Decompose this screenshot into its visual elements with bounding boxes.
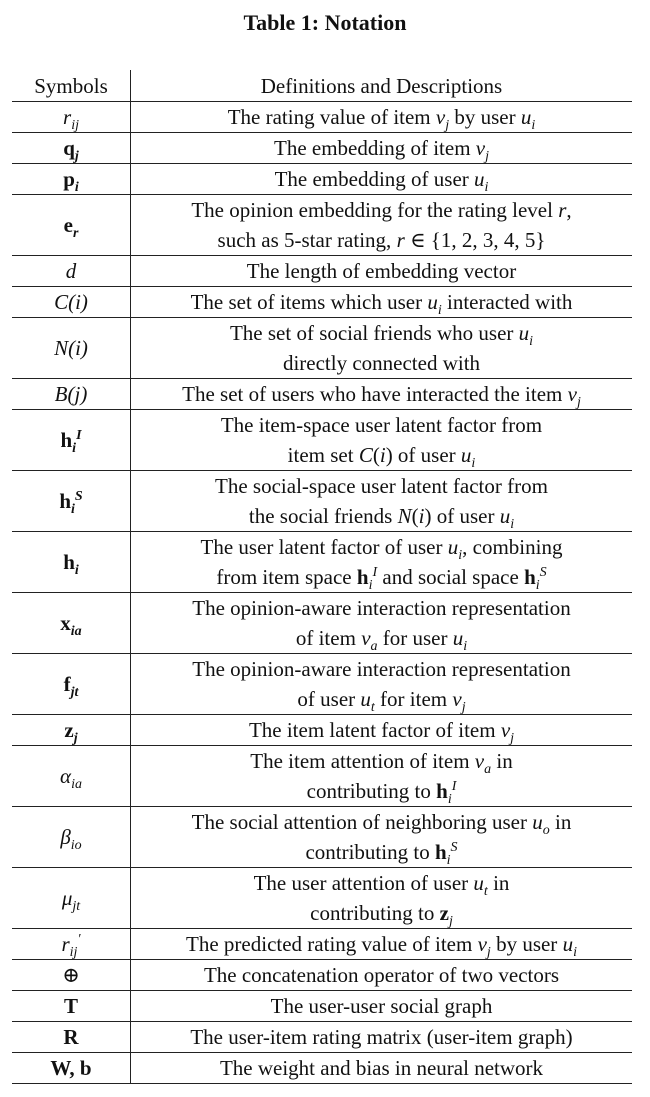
definition-cell bbox=[131, 133, 633, 164]
definition-line: The embedding of user $u_i$ bbox=[274, 167, 489, 196]
definition-cell bbox=[131, 287, 633, 318]
table-row bbox=[12, 929, 632, 960]
definition-line: item set C(i) of user $u_i$ bbox=[287, 443, 476, 472]
notation-symbol: $p_i$ bbox=[63, 167, 79, 196]
notation-symbol: N(i) bbox=[54, 336, 88, 360]
definition-cell bbox=[131, 471, 633, 532]
notation-symbol: R bbox=[63, 1025, 79, 1049]
definition-cell bbox=[131, 102, 633, 133]
definition-cell bbox=[131, 960, 633, 991]
table-body bbox=[12, 102, 632, 1084]
symbol-cell bbox=[12, 318, 131, 379]
definition-cell bbox=[131, 1053, 633, 1084]
symbol-cell bbox=[12, 195, 131, 256]
symbol-cell bbox=[12, 991, 131, 1022]
table-row bbox=[12, 287, 632, 318]
definition-line: contributing to $h_i^S$ bbox=[305, 840, 458, 869]
definition-line: The item latent factor of item $v_j$ bbox=[248, 718, 515, 747]
definition-line: The predicted rating value of item $v_j$ by user $u_i$ bbox=[186, 932, 577, 961]
symbol-cell bbox=[12, 746, 131, 807]
table-row bbox=[12, 960, 632, 991]
notation-symbol: $f_{jt}$ bbox=[63, 672, 79, 701]
notation-symbol: T bbox=[63, 994, 78, 1018]
definition-line: The social-space user latent factor from bbox=[215, 474, 548, 498]
symbol-cell bbox=[12, 164, 131, 195]
definition-cell bbox=[131, 532, 633, 593]
definition-cell bbox=[131, 746, 633, 807]
notation-symbol: $r_{ij}$ bbox=[63, 105, 79, 134]
definition-line: The item attention of item $v_a$ in bbox=[250, 749, 513, 778]
symbol-cell bbox=[12, 471, 131, 532]
symbol-cell bbox=[12, 1022, 131, 1053]
notation-symbol: $\mu_{jt}$ bbox=[61, 886, 81, 915]
definition-cell bbox=[131, 410, 633, 471]
table-row bbox=[12, 807, 632, 868]
definition-line: of item $v_a$ for user $u_i$ bbox=[295, 626, 468, 655]
symbol-cell bbox=[12, 379, 131, 410]
symbol-cell bbox=[12, 287, 131, 318]
table-row bbox=[12, 318, 632, 379]
definition-line: The set of social friends who user $u_i$ bbox=[229, 321, 534, 350]
header-symbols: Symbols bbox=[12, 70, 131, 102]
definition-cell bbox=[131, 868, 633, 929]
definition-line: directly connected with bbox=[282, 351, 481, 375]
symbol-cell bbox=[12, 1053, 131, 1084]
definition-line: The user attention of user $u_t$ in bbox=[253, 871, 510, 900]
notation-symbol: $q_j$ bbox=[63, 136, 79, 165]
notation-symbol: $e_r$ bbox=[63, 213, 79, 242]
definition-cell bbox=[131, 256, 633, 287]
definition-line: The user-item rating matrix (user-item graph) bbox=[190, 1025, 573, 1049]
definition-line: The rating value of item $v_j$ by user $u_i$ bbox=[227, 105, 536, 134]
definition-line: The social attention of neighboring user $u_o$ in bbox=[191, 810, 572, 839]
table-row bbox=[12, 654, 632, 715]
symbol-cell bbox=[12, 807, 131, 868]
table-row bbox=[12, 164, 632, 195]
definition-line: of user $u_t$ for item $v_j$ bbox=[297, 687, 466, 716]
table-row bbox=[12, 1053, 632, 1084]
definition-line: The user-user social graph bbox=[270, 994, 493, 1018]
definition-line: the social friends N(i) of user $u_i$ bbox=[248, 504, 515, 533]
table-row bbox=[12, 868, 632, 929]
notation-symbol: $h_i^S$ bbox=[59, 489, 83, 518]
notation-symbol: C(i) bbox=[54, 290, 88, 314]
table-header-row bbox=[12, 70, 632, 102]
definition-line: The weight and bias in neural network bbox=[219, 1056, 544, 1080]
definition-line: The embedding of item $v_j$ bbox=[274, 136, 489, 165]
definition-line: The length of embedding vector bbox=[246, 259, 517, 283]
notation-symbol: ⊕ bbox=[62, 963, 80, 987]
symbol-cell bbox=[12, 256, 131, 287]
symbol-cell bbox=[12, 410, 131, 471]
table-row bbox=[12, 133, 632, 164]
symbol-cell bbox=[12, 960, 131, 991]
symbol-cell bbox=[12, 593, 131, 654]
definition-cell bbox=[131, 379, 633, 410]
table-row bbox=[12, 379, 632, 410]
definition-cell bbox=[131, 715, 633, 746]
table-row bbox=[12, 1022, 632, 1053]
notation-symbol: $\beta_{io}$ bbox=[60, 825, 82, 854]
notation-symbol: B(j) bbox=[54, 382, 88, 406]
table-row bbox=[12, 410, 632, 471]
header-definitions: Definitions and Descriptions bbox=[260, 73, 503, 98]
definition-cell bbox=[131, 1022, 633, 1053]
notation-symbol: $x_{ia}$ bbox=[60, 611, 82, 640]
notation-symbol: $h_i$ bbox=[63, 550, 79, 579]
notation-symbol: $r_{ij}'$ bbox=[61, 932, 81, 961]
definition-cell bbox=[131, 807, 633, 868]
table-row bbox=[12, 532, 632, 593]
notation-symbol: W, b bbox=[50, 1056, 92, 1080]
definition-cell bbox=[131, 991, 633, 1022]
notation-symbol: $h_i^I$ bbox=[60, 428, 82, 457]
notation-symbol: $z_j$ bbox=[64, 718, 78, 747]
table-row bbox=[12, 102, 632, 133]
definition-line: The opinion-aware interaction representation bbox=[192, 657, 571, 681]
notation-table bbox=[12, 70, 632, 1084]
table-row bbox=[12, 195, 632, 256]
table-caption: Table 1: Notation bbox=[243, 10, 407, 35]
notation-symbol: d bbox=[65, 259, 77, 283]
definition-line: The opinion-aware interaction representation bbox=[192, 596, 571, 620]
definition-line: contributing to $h_i^I$ bbox=[306, 779, 457, 808]
symbol-cell bbox=[12, 133, 131, 164]
symbol-cell bbox=[12, 102, 131, 133]
symbol-cell bbox=[12, 868, 131, 929]
notation-symbol: $\alpha_{ia}$ bbox=[60, 764, 82, 793]
definition-cell bbox=[131, 195, 633, 256]
definition-line: from item space $h_i^I$ and social space $h_i^S$ bbox=[216, 565, 547, 594]
symbol-cell bbox=[12, 654, 131, 715]
definition-cell bbox=[131, 654, 633, 715]
definition-line: The user latent factor of user $u_i$, combining bbox=[200, 535, 563, 564]
table-row bbox=[12, 746, 632, 807]
definition-cell bbox=[131, 593, 633, 654]
table-row bbox=[12, 593, 632, 654]
definition-cell bbox=[131, 318, 633, 379]
symbol-cell bbox=[12, 929, 131, 960]
table-row bbox=[12, 715, 632, 746]
definition-line: The opinion embedding for the rating level r, bbox=[191, 198, 572, 222]
definition-line: The set of items which user $u_i$ interacted with bbox=[190, 290, 573, 319]
table-row bbox=[12, 471, 632, 532]
definition-cell bbox=[131, 929, 633, 960]
symbol-cell bbox=[12, 532, 131, 593]
table-row bbox=[12, 256, 632, 287]
definition-line: The set of users who have interacted the item $v_j$ bbox=[182, 382, 581, 411]
definition-line: The item-space user latent factor from bbox=[220, 413, 543, 437]
definition-cell bbox=[131, 164, 633, 195]
definition-line: such as 5-star rating, r ∈ {1, 2, 3, 4, 5} bbox=[217, 228, 546, 252]
symbol-cell bbox=[12, 715, 131, 746]
table-row bbox=[12, 991, 632, 1022]
definition-line: contributing to $z_j$ bbox=[310, 901, 453, 930]
definition-line: The concatenation operator of two vectors bbox=[203, 963, 560, 987]
